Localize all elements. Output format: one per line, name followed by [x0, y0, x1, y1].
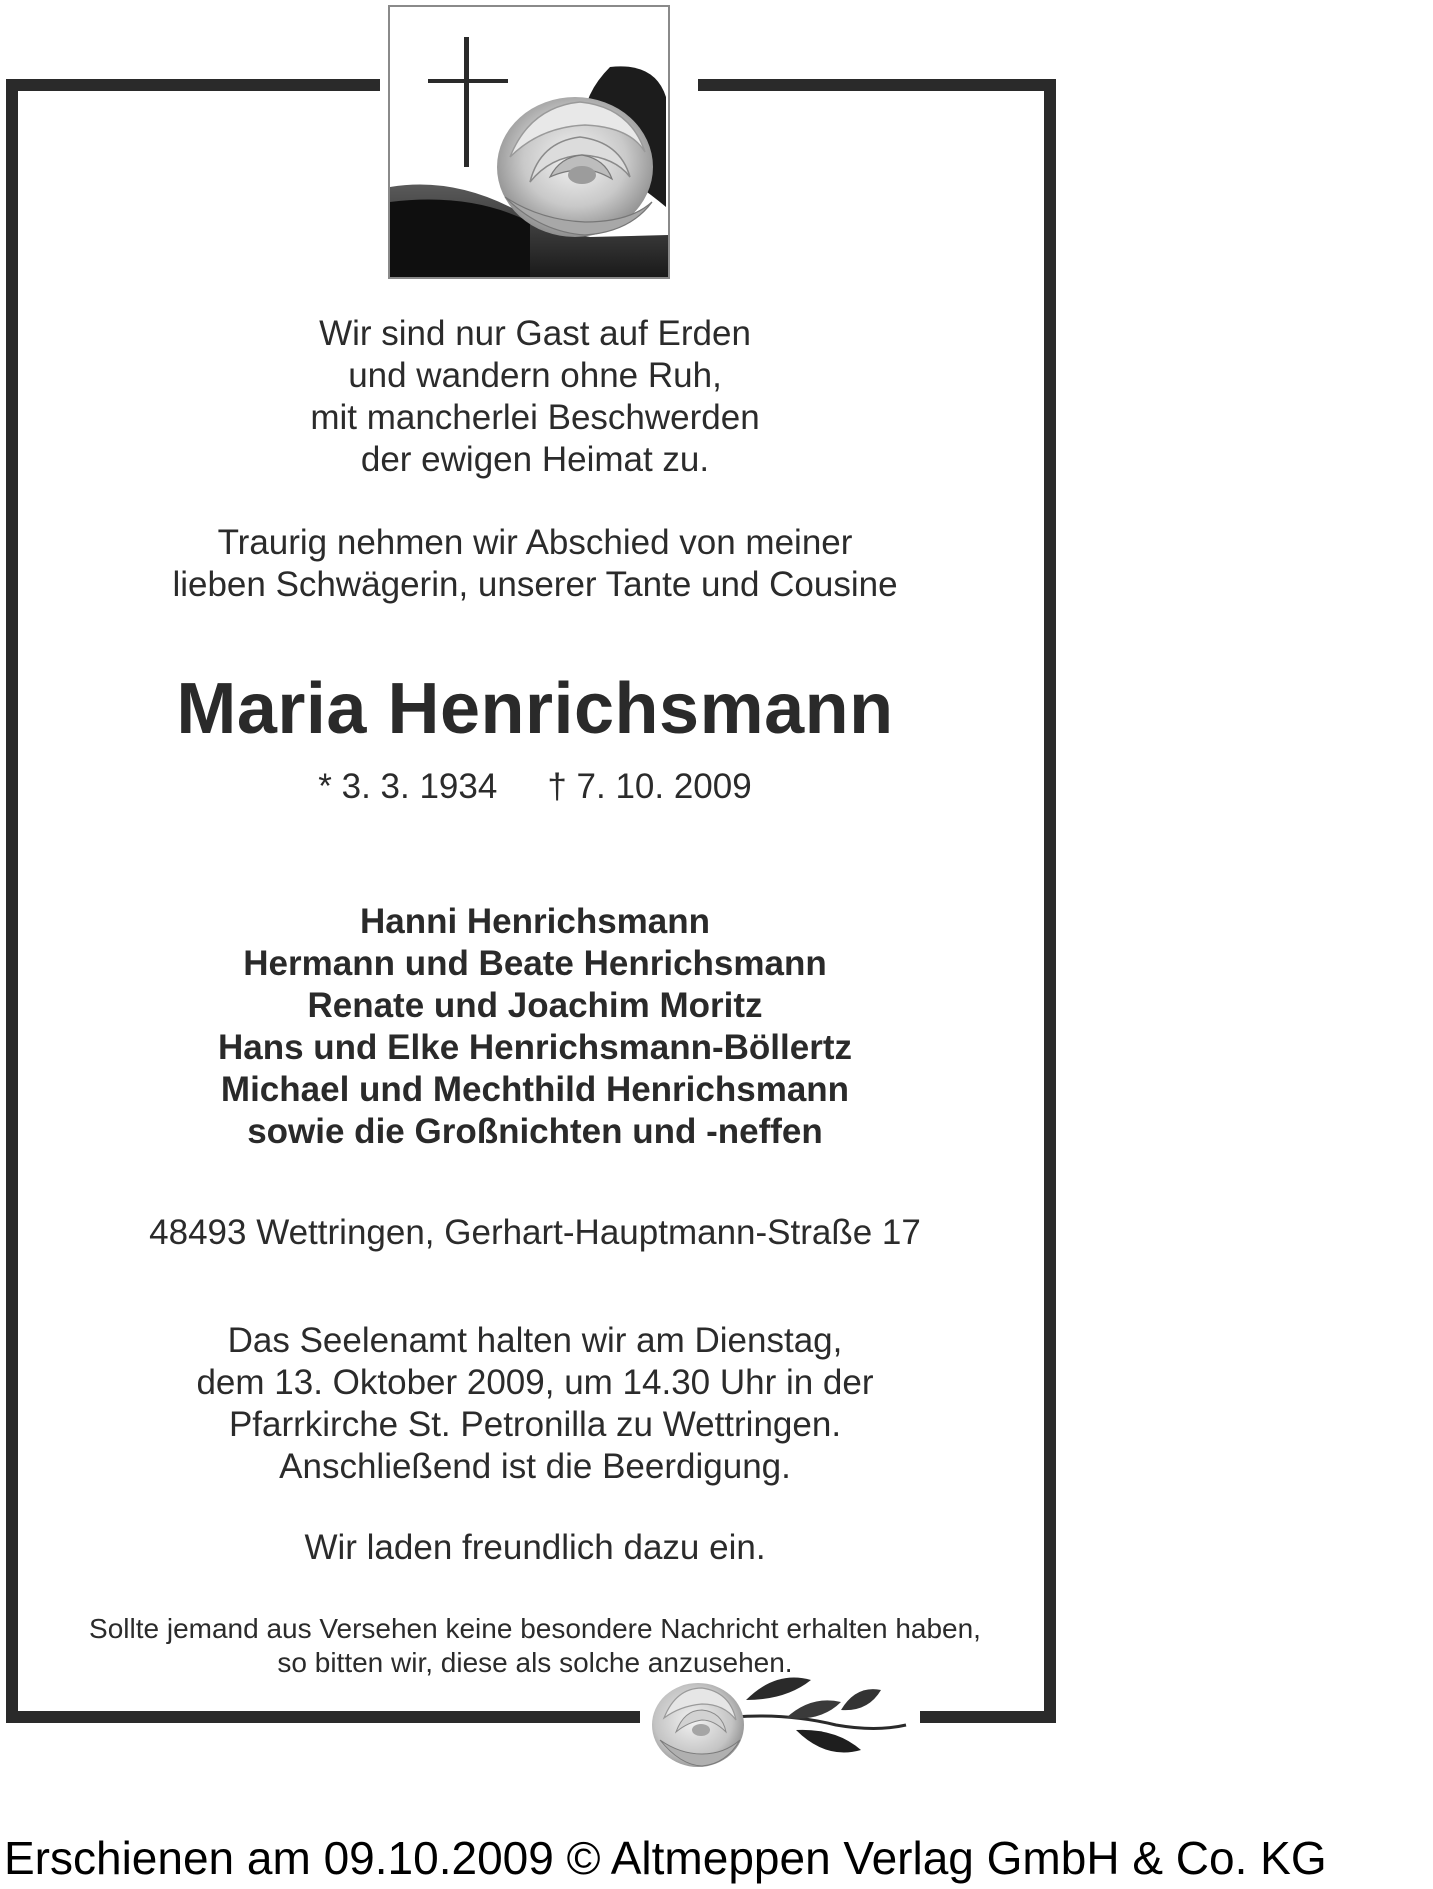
death-date: † 7. 10. 2009 [547, 767, 752, 806]
cross-and-rose-icon [388, 5, 670, 279]
ceremony-line: Anschließend ist die Beerdigung. [279, 1447, 791, 1486]
notice-line: Sollte jemand aus Versehen keine besondere Nachricht erhalten haben, [89, 1613, 981, 1644]
mourner-item: Renate und Joachim Moritz [307, 986, 763, 1025]
intro-line: Traurig nehmen wir Abschied von meiner [217, 523, 853, 562]
poem-verse [30, 313, 1040, 481]
ceremony-line: Das Seelenamt halten wir am Dienstag, [227, 1321, 843, 1360]
poem-line: und wandern ohne Ruh, [348, 356, 722, 395]
invitation: Wir laden freundlich dazu ein. [304, 1528, 766, 1567]
mourners-list [30, 901, 1040, 1153]
farewell-intro [30, 522, 1040, 606]
mourner-item: Hermann und Beate Henrichsmann [243, 944, 827, 983]
mourner-item: Hanni Henrichsmann [359, 902, 711, 941]
deceased-name: Maria Henrichsmann [176, 669, 894, 749]
publication-footer: Erschienen am 09.10.2009 © Altmeppen Verlag GmbH & Co. KG [4, 1832, 1327, 1884]
address: 48493 Wettringen, Gerhart-Hauptmann-Straße 17 [149, 1213, 921, 1252]
ceremony-line: dem 13. Oktober 2009, um 14.30 Uhr in der [196, 1363, 874, 1402]
ceremony-line: Pfarrkirche St. Petronilla zu Wettringen. [228, 1405, 842, 1444]
notice-line: so bitten wir, diese als solche anzusehen. [277, 1647, 793, 1678]
poem-line: mit mancherlei Beschwerden [310, 398, 760, 437]
life-dates [30, 766, 1040, 808]
birth-date: * 3. 3. 1934 [318, 767, 498, 806]
mourner-item: Michael und Mechthild Henrichsmann [220, 1070, 850, 1109]
rose-icon [636, 1640, 916, 1780]
mourner-item: Hans und Elke Henrichsmann-Böllertz [217, 1028, 853, 1067]
poem-line: der ewigen Heimat zu. [360, 440, 710, 479]
intro-line: lieben Schwägerin, unserer Tante und Cousine [172, 565, 898, 604]
ceremony-info [30, 1320, 1040, 1488]
poem-line: Wir sind nur Gast auf Erden [319, 314, 751, 353]
mourner-item: sowie die Großnichten und -neffen [247, 1112, 823, 1151]
